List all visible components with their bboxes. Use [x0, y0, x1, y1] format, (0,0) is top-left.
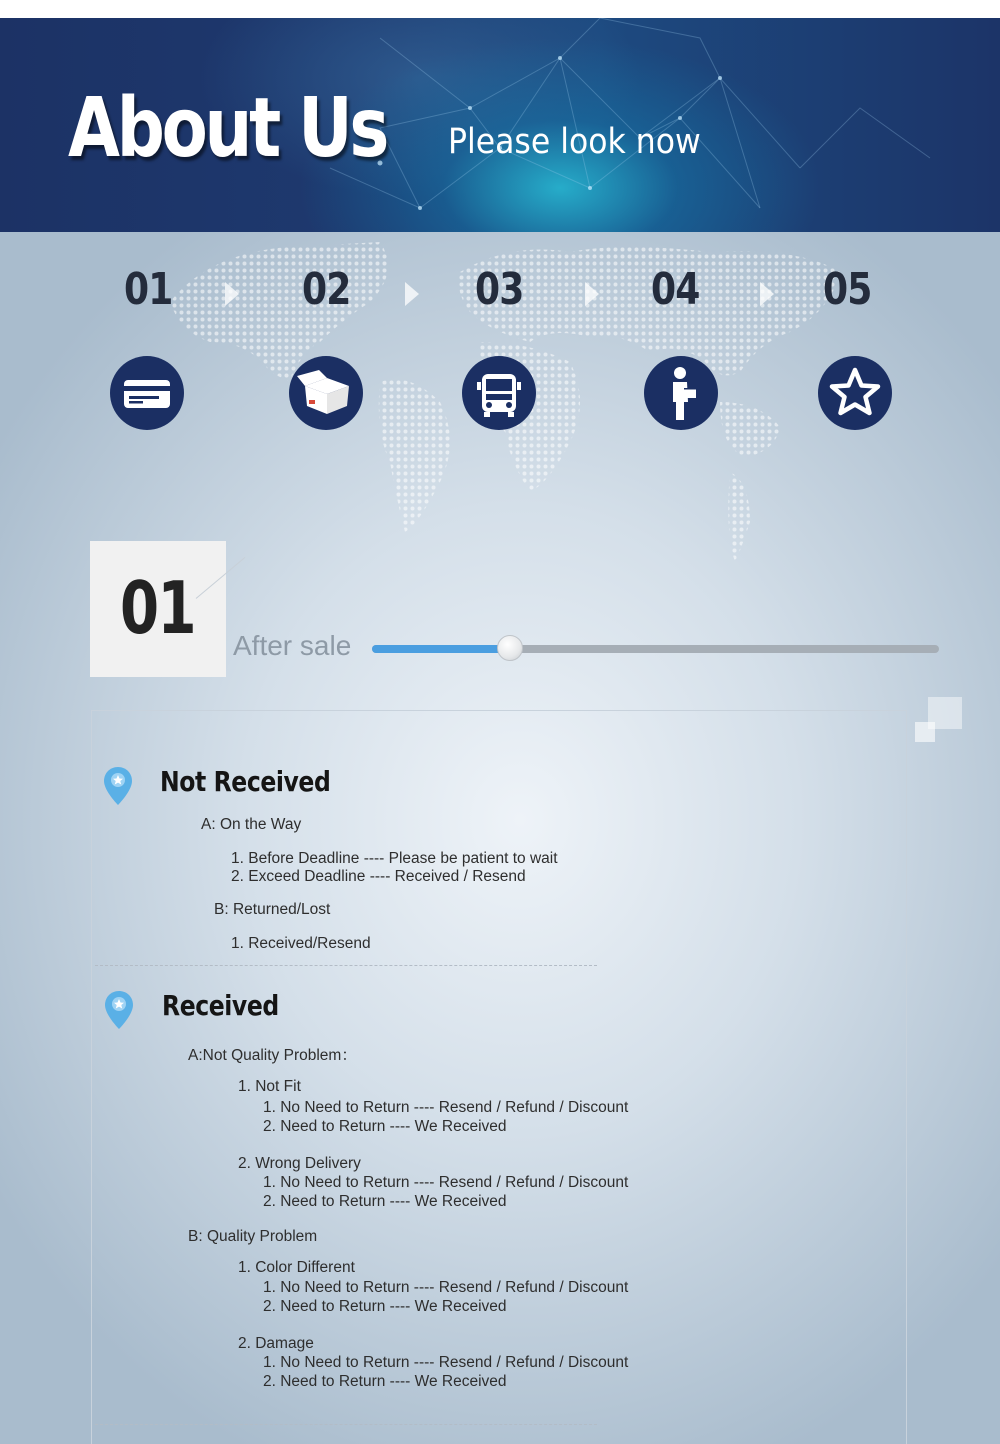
received-b-group-2-item-1: 1. No Need to Return ---- Resend / Refund / Discount — [263, 1354, 629, 1371]
current-step-number: 01 — [120, 566, 196, 650]
received-a-group-2-item-2: 2. Need to Return ---- We Received — [263, 1193, 507, 1210]
location-pin-icon — [104, 990, 134, 1030]
received-b-group-1-label: 1. Color Different — [238, 1259, 355, 1276]
received-a-group-1-label: 1. Not Fit — [238, 1078, 301, 1095]
step-arrow-4 — [760, 282, 774, 306]
header-banner — [0, 18, 1000, 232]
step-button-5[interactable] — [818, 356, 892, 430]
step-arrow-1 — [225, 282, 239, 306]
step-button-2[interactable] — [289, 356, 363, 430]
star-icon — [818, 356, 892, 430]
step-arrow-2 — [405, 282, 419, 306]
step-button-1[interactable] — [110, 356, 184, 430]
page-title: About Us — [68, 81, 387, 176]
received-b-group-2-label: 2. Damage — [238, 1335, 314, 1352]
current-step-label: After sale — [233, 630, 352, 661]
progress-slider-thumb[interactable] — [497, 635, 523, 661]
received-b-group-2-item-2: 2. Need to Return ---- We Received — [263, 1373, 507, 1390]
not-received-b-item-1: 1. Received/Resend — [231, 935, 371, 952]
step-number-5: 05 — [823, 264, 872, 315]
page-subtitle: Please look now — [448, 122, 701, 162]
not-received-a-item-2: 2. Exceed Deadline ---- Received / Resend — [231, 868, 526, 885]
courier-person-icon — [644, 356, 718, 430]
received-a-group-1-item-1: 1. No Need to Return ---- Resend / Refund / Discount — [263, 1099, 629, 1116]
received-a-group-1-item-2: 2. Need to Return ---- We Received — [263, 1118, 507, 1135]
received-a-group-2-item-1: 1. No Need to Return ---- Resend / Refund / Discount — [263, 1174, 629, 1191]
not-received-a-item-1: 1. Before Deadline ---- Please be patient to wait — [231, 850, 558, 867]
section-divider — [95, 965, 597, 966]
received-b-group-1-item-2: 2. Need to Return ---- We Received — [263, 1298, 507, 1315]
delivery-bus-icon — [462, 356, 536, 430]
section-divider — [95, 1424, 597, 1425]
location-pin-icon — [103, 766, 133, 806]
received-a-label: A:Not Quality Problem： — [188, 1047, 357, 1064]
not-received-b-label: B: Returned/Lost — [214, 901, 331, 918]
step-button-4[interactable] — [644, 356, 718, 430]
progress-slider-track[interactable] — [372, 645, 939, 653]
package-box-icon — [289, 356, 363, 430]
step-arrow-3 — [585, 282, 599, 306]
credit-card-icon — [110, 356, 184, 430]
received-a-group-2-label: 2. Wrong Delivery — [238, 1155, 361, 1172]
deco-square-small — [915, 722, 935, 742]
top-margin — [0, 0, 1000, 18]
received-b-label: B: Quality Problem — [188, 1228, 318, 1245]
step-button-3[interactable] — [462, 356, 536, 430]
step-number-3: 03 — [475, 264, 524, 315]
step-number-1: 01 — [124, 264, 173, 315]
section-title-not-received: Not Received — [160, 765, 331, 798]
step-number-2: 02 — [302, 264, 351, 315]
not-received-a-label: A: On the Way — [201, 816, 302, 833]
received-b-group-1-item-1: 1. No Need to Return ---- Resend / Refund / Discount — [263, 1279, 629, 1296]
section-title-received: Received — [162, 989, 279, 1022]
step-number-4: 04 — [651, 264, 700, 315]
progress-slider-fill — [372, 645, 508, 653]
